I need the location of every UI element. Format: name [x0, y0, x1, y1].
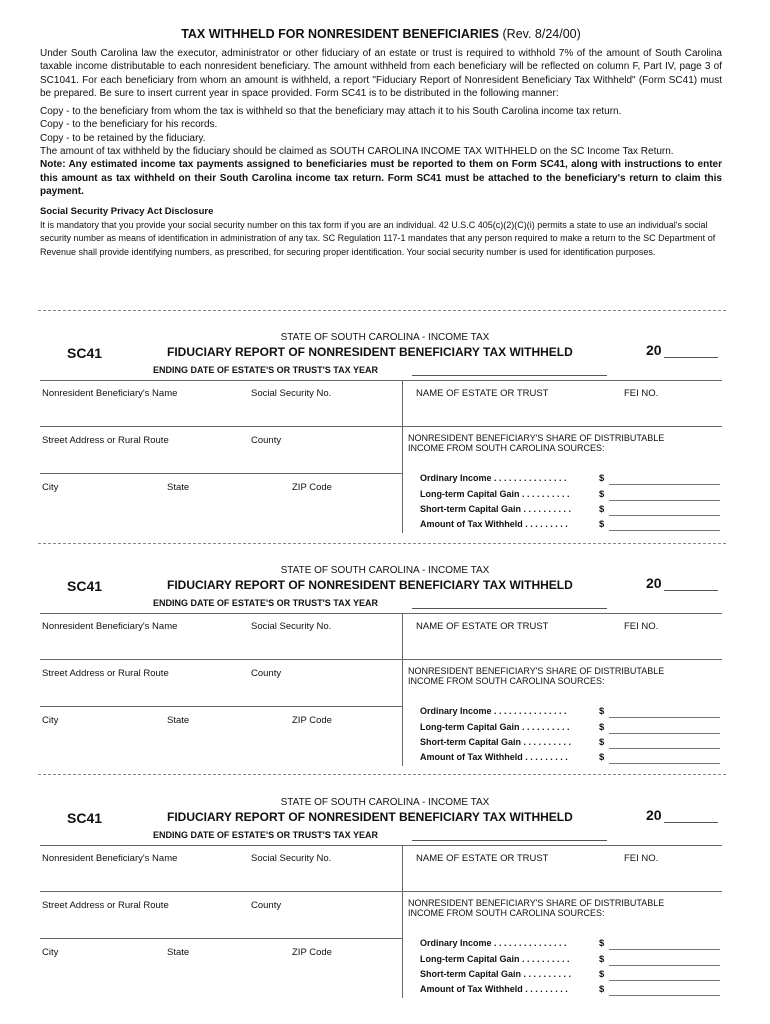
state-label: State [167, 482, 190, 493]
city-label: City [42, 947, 59, 958]
share-line-1: NONRESIDENT BENEFICIARY'S SHARE OF DISTRIBUTABLE [408, 433, 665, 443]
claim-paragraph: The amount of tax withheld by the fiduciary should be claimed as SOUTH CAROLINA INCOME TAX WITHHELD on the SC Income Tax Return. [40, 146, 674, 158]
tax-withheld-field[interactable] [609, 530, 720, 531]
copy-instruction-3: Copy - to be retained by the fiduciary. [40, 132, 206, 144]
city-label: City [42, 482, 59, 493]
tax-year-prefix: 20 [646, 342, 662, 358]
form-title: FIDUCIARY REPORT OF NONRESIDENT BENEFICIARY TAX WITHHELD [167, 810, 573, 824]
sc41-form-copy-2 [0, 565, 770, 775]
short-term-gain-label: Short-term Capital Gain . . . . . . . . . . [420, 737, 572, 747]
beneficiary-name-label: Nonresident Beneficiary's Name [42, 621, 178, 632]
long-term-gain-label: Long-term Capital Gain . . . . . . . . . . [420, 489, 570, 499]
page-title [40, 27, 722, 41]
dollar-sign: $ [599, 519, 605, 530]
beneficiary-name-label: Nonresident Beneficiary's Name [42, 388, 178, 399]
short-term-gain-field[interactable] [609, 748, 720, 749]
state-label: State [167, 715, 190, 726]
copy-instruction-2: Copy - to the beneficiary for his records. [40, 119, 218, 131]
state-line: STATE OF SOUTH CAROLINA - INCOME TAX [280, 797, 490, 808]
privacy-heading: Social Security Privacy Act Disclosure [40, 206, 214, 218]
long-term-gain-field[interactable] [609, 965, 720, 966]
street-address-label: Street Address or Rural Route [42, 668, 169, 679]
state-label: State [167, 947, 190, 958]
tax-year-prefix: 20 [646, 575, 662, 591]
title-text: TAX WITHHELD FOR NONRESIDENT BENEFICIARIES [181, 27, 500, 41]
tax-year-field[interactable] [664, 822, 718, 823]
dollar-sign: $ [599, 938, 605, 949]
share-line-1: NONRESIDENT BENEFICIARY'S SHARE OF DISTRIBUTABLE [408, 666, 665, 676]
fei-label: FEI NO. [624, 853, 659, 864]
income-share-heading [408, 433, 664, 453]
estate-name-label: NAME OF ESTATE OR TRUST [416, 621, 549, 632]
short-term-gain-label: Short-term Capital Gain . . . . . . . . . . [420, 969, 572, 979]
dollar-sign: $ [599, 752, 605, 763]
fei-label: FEI NO. [624, 388, 659, 399]
revision-date: (Rev. 8/24/00) [502, 27, 581, 41]
column-divider [402, 613, 403, 766]
income-share-heading [408, 666, 664, 686]
tax-withheld-field[interactable] [609, 763, 720, 764]
dollar-sign: $ [599, 489, 605, 500]
dollar-sign: $ [599, 737, 605, 748]
dollar-sign: $ [599, 954, 605, 965]
form-title: FIDUCIARY REPORT OF NONRESIDENT BENEFICIARY TAX WITHHELD [167, 578, 573, 592]
form-code: SC41 [67, 578, 103, 594]
tax-withheld-label: Amount of Tax Withheld . . . . . . . . . [420, 752, 568, 762]
long-term-gain-field[interactable] [609, 500, 720, 501]
ending-date-field[interactable] [412, 840, 607, 841]
privacy-text: It is mandatory that you provide your social security number on this tax form if you are an individual. 42 U.S.C 405(c)(2)(C)(i) permits a state to use an individual's social security number as means of identification in administration of any tax. SC Regulation 117-1 mandates that any person required to make a return to the SC Department of Revenue shall provide identifying numbers, as prescribed, for securing proper identification. Your social security number is used for identification purposes. [40, 220, 716, 257]
ssn-label: Social Security No. [251, 853, 332, 864]
county-label: County [251, 435, 282, 446]
short-term-gain-field[interactable] [609, 980, 720, 981]
cut-line [38, 310, 726, 311]
ssn-label: Social Security No. [251, 621, 332, 632]
long-term-gain-label: Long-term Capital Gain . . . . . . . . . . [420, 722, 570, 732]
cut-line [38, 543, 726, 544]
divider [40, 473, 402, 474]
intro-paragraph: Under South Carolina law the executor, administrator or other fiduciary of an estate or trust is required to withhold 7% of the amount of South Carolina taxable income distributable to each nonresident beneficiary. The amount withheld from each beneficiary will be reflected on column F, Part IV, page 3 of SC1041. For each beneficiary from whom an amount is withheld, a report "Fiduciary Report of Nonresident Beneficiary Tax Withheld" (Form SC41) must be prepared. Be sure to insert current year in space provided. Form SC41 is to be distributed in the following manner: [40, 48, 722, 99]
share-line-2: INCOME FROM SOUTH CAROLINA SOURCES: [408, 443, 605, 453]
divider [40, 706, 402, 707]
estate-name-label: NAME OF ESTATE OR TRUST [416, 853, 549, 864]
share-line-2: INCOME FROM SOUTH CAROLINA SOURCES: [408, 908, 605, 918]
instructions-section [40, 27, 722, 259]
ending-date-label: ENDING DATE OF ESTATE'S OR TRUST'S TAX YEAR [153, 830, 378, 840]
short-term-gain-label: Short-term Capital Gain . . . . . . . . . . [420, 504, 572, 514]
ordinary-income-field[interactable] [609, 484, 720, 485]
divider [40, 938, 402, 939]
column-divider [402, 845, 403, 998]
tax-year-field[interactable] [664, 590, 718, 591]
divider [40, 659, 722, 660]
form-title: FIDUCIARY REPORT OF NONRESIDENT BENEFICIARY TAX WITHHELD [167, 345, 573, 359]
column-divider [402, 380, 403, 533]
dollar-sign: $ [599, 722, 605, 733]
share-line-1: NONRESIDENT BENEFICIARY'S SHARE OF DISTRIBUTABLE [408, 898, 665, 908]
tax-withheld-label: Amount of Tax Withheld . . . . . . . . . [420, 519, 568, 529]
divider [40, 380, 722, 381]
long-term-gain-label: Long-term Capital Gain . . . . . . . . . . [420, 954, 570, 964]
tax-withheld-field[interactable] [609, 995, 720, 996]
sc41-form-copy-1 [0, 332, 770, 542]
copy-instruction-1: Copy - to the beneficiary from whom the tax is withheld so that the beneficiary may attach it to his South Carolina income tax return. [40, 106, 622, 118]
dollar-sign: $ [599, 504, 605, 515]
share-line-2: INCOME FROM SOUTH CAROLINA SOURCES: [408, 676, 605, 686]
ordinary-income-field[interactable] [609, 717, 720, 718]
ending-date-field[interactable] [412, 375, 607, 376]
dollar-sign: $ [599, 984, 605, 995]
ending-date-label: ENDING DATE OF ESTATE'S OR TRUST'S TAX YEAR [153, 365, 378, 375]
zip-code-label: ZIP Code [292, 482, 332, 493]
divider [40, 891, 722, 892]
ordinary-income-label: Ordinary Income . . . . . . . . . . . . . . . [420, 938, 567, 948]
ordinary-income-label: Ordinary Income . . . . . . . . . . . . . . . [420, 706, 567, 716]
divider [40, 426, 722, 427]
beneficiary-name-label: Nonresident Beneficiary's Name [42, 853, 178, 864]
ordinary-income-label: Ordinary Income . . . . . . . . . . . . . . . [420, 473, 567, 483]
dollar-sign: $ [599, 473, 605, 484]
zip-code-label: ZIP Code [292, 947, 332, 958]
county-label: County [251, 668, 282, 679]
street-address-label: Street Address or Rural Route [42, 435, 169, 446]
long-term-gain-field[interactable] [609, 733, 720, 734]
county-label: County [251, 900, 282, 911]
dollar-sign: $ [599, 706, 605, 717]
ending-date-field[interactable] [412, 608, 607, 609]
city-label: City [42, 715, 59, 726]
divider [40, 613, 722, 614]
street-address-label: Street Address or Rural Route [42, 900, 169, 911]
tax-year-field[interactable] [664, 357, 718, 358]
dollar-sign: $ [599, 969, 605, 980]
state-line: STATE OF SOUTH CAROLINA - INCOME TAX [280, 332, 490, 343]
income-share-heading [408, 898, 664, 918]
form-code: SC41 [67, 810, 103, 826]
estate-name-label: NAME OF ESTATE OR TRUST [416, 388, 549, 399]
zip-code-label: ZIP Code [292, 715, 332, 726]
tax-year-prefix: 20 [646, 807, 662, 823]
tax-withheld-label: Amount of Tax Withheld . . . . . . . . . [420, 984, 568, 994]
short-term-gain-field[interactable] [609, 515, 720, 516]
ssn-label: Social Security No. [251, 388, 332, 399]
divider [40, 845, 722, 846]
form-code: SC41 [67, 345, 103, 361]
fei-label: FEI NO. [624, 621, 659, 632]
state-line: STATE OF SOUTH CAROLINA - INCOME TAX [280, 565, 490, 576]
ending-date-label: ENDING DATE OF ESTATE'S OR TRUST'S TAX YEAR [153, 598, 378, 608]
ordinary-income-field[interactable] [609, 949, 720, 950]
note-paragraph: Note: Any estimated income tax payments assigned to beneficiaries must be reported to them on Form SC41, along with instructions to enter this amount as tax withheld on their South Carolina income tax return. Form SC41 must be attached to the beneficiary's return to claim this payment. [40, 159, 722, 197]
sc41-form-copy-3 [0, 797, 770, 1007]
